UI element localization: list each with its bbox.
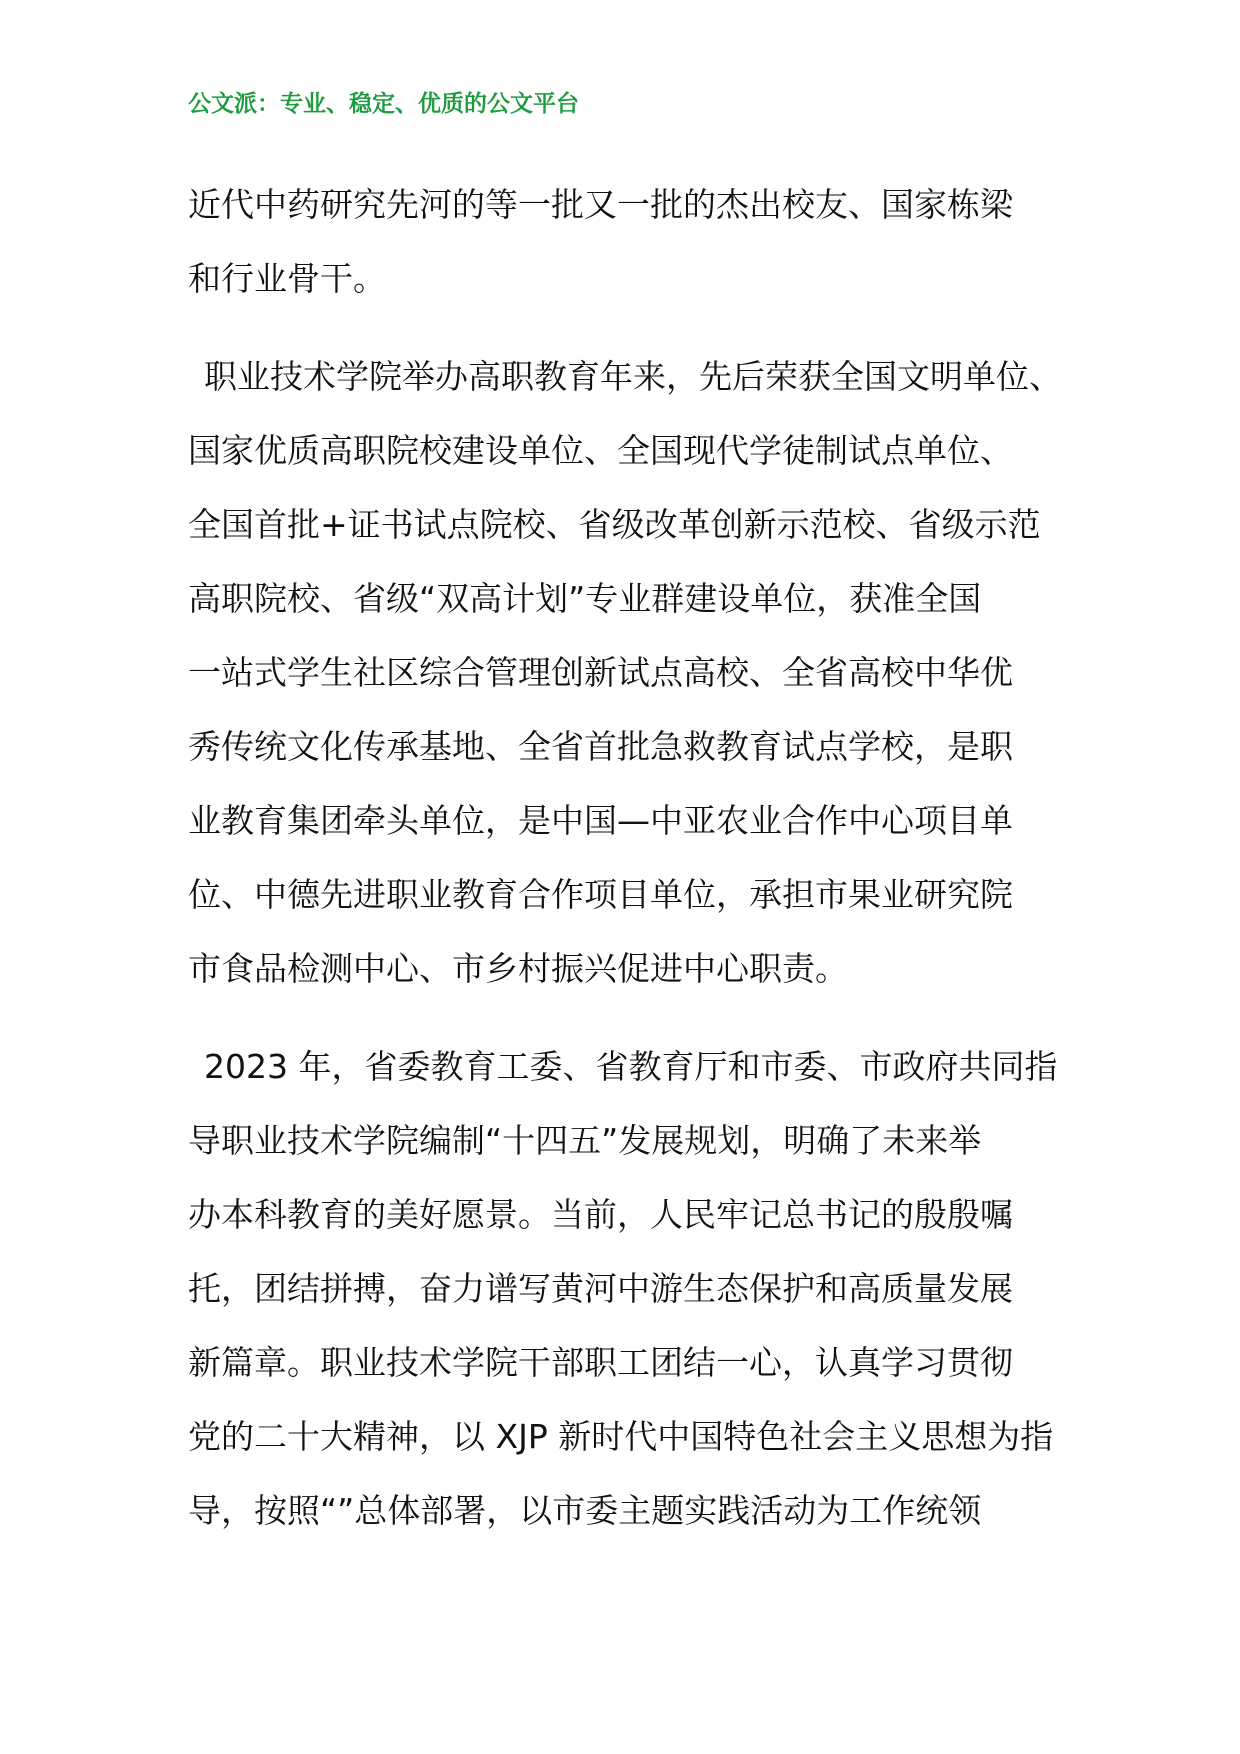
text-line: 导职业技术学院编制“十四五”发展规划，明确了未来举 [188,1121,982,1160]
text-line: 职业技术学院举办高职教育年来，先后荣获全国文明单位、 [204,357,1062,396]
paragraph [188,340,1088,1006]
document-body [188,168,1088,1572]
text-line: 2023 年，省委教育工委、省教育厅和市委、市政府共同指 [204,1047,1058,1086]
text-line: 一站式学生社区综合管理创新试点高校、全省高校中华优 [188,653,1013,692]
text-line: 市食品检测中心、市乡村振兴促进中心职责。 [188,949,848,988]
header-title: 公文派：专业、稳定、优质的公文平台 [188,91,579,117]
text-line: 新篇章。职业技术学院干部职工团结一心，认真学习贯彻 [188,1343,1013,1382]
text-line: 和行业骨干。 [188,259,386,298]
text-line: 办本科教育的美好愿景。当前，人民牢记总书记的殷殷嘱 [188,1195,1013,1234]
text-line: 党的二十大精神，以 XJP 新时代中国特色社会主义思想为指 [188,1417,1054,1456]
text-line: 近代中药研究先河的等一批又一批的杰出校友、国家栋梁 [188,185,1013,224]
paragraph [188,1030,1088,1548]
text-line: 导，按照“”总体部署，以市委主题实践活动为工作统领 [188,1491,982,1530]
paragraph [188,168,1088,316]
text-line: 业教育集团牵头单位，是中国—中亚农业合作中心项目单 [188,801,1013,840]
text-line: 秀传统文化传承基地、全省首批急救教育试点学校，是职 [188,727,1013,766]
text-line: 全国首批+证书试点院校、省级改革创新示范校、省级示范 [188,505,1041,544]
text-line: 托，团结拼搏，奋力谱写黄河中游生态保护和高质量发展 [188,1269,1013,1308]
text-line: 国家优质高职院校建设单位、全国现代学徒制试点单位、 [188,431,1013,470]
text-line: 高职院校、省级“双高计划”专业群建设单位，获准全国 [188,579,982,618]
text-line: 位、中德先进职业教育合作项目单位，承担市果业研究院 [188,875,1013,914]
